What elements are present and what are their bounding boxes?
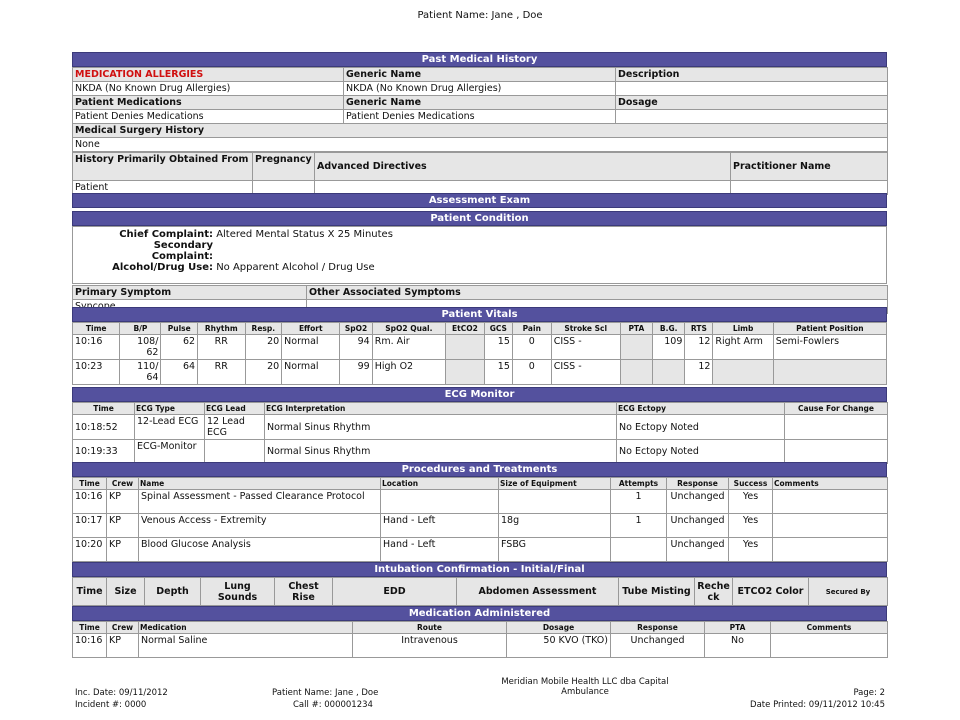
proc-col-name: Name	[139, 478, 381, 490]
vitals-cell: 12	[685, 335, 713, 360]
allergy-generic-value: NKDA (No Known Drug Allergies)	[344, 82, 616, 96]
vitals-col-rhythm: Rhythm	[198, 323, 245, 335]
proc-col-location: Location	[381, 478, 499, 490]
vitals-cell: Rm. Air	[372, 335, 445, 360]
patient-medications-header: Patient Medications	[73, 96, 344, 110]
med-cell	[771, 634, 888, 658]
ecg-cell: ECG-Monitor	[135, 440, 205, 464]
dosage-header: Dosage	[616, 96, 888, 110]
vitals-cell: 10:16	[73, 335, 120, 360]
medication-section	[72, 606, 887, 658]
proc-cell: 10:20	[73, 538, 107, 562]
history-source-value: Patient	[73, 181, 253, 195]
med-cell: No	[705, 634, 771, 658]
proc-cell: Venous Access - Extremity	[139, 514, 381, 538]
vitals-cell: RR	[198, 360, 245, 385]
med-col-comments: Comments	[771, 622, 888, 634]
vitals-cell: CISS -	[551, 335, 620, 360]
ecg-title: ECG Monitor	[72, 387, 887, 402]
ecg-cell	[785, 415, 888, 440]
meds-dosage-value	[616, 110, 888, 124]
ecg-col-time: Time	[73, 403, 135, 415]
proc-cell: KP	[107, 514, 139, 538]
proc-cell: KP	[107, 538, 139, 562]
proc-cell	[381, 490, 499, 514]
vitals-cell: 0	[512, 360, 551, 385]
proc-cell: Hand - Left	[381, 538, 499, 562]
vitals-cell: 64	[161, 360, 198, 385]
proc-col-comments: Comments	[773, 478, 888, 490]
vitals-cell: 99	[340, 360, 372, 385]
vitals-cell: 94	[340, 335, 372, 360]
footer-incident: Incident #: 0000	[75, 700, 147, 710]
footer-inc-date: Inc. Date: 09/11/2012	[75, 688, 168, 698]
vitals-col-position: Patient Position	[773, 323, 886, 335]
ecg-col-lead: ECG Lead	[205, 403, 265, 415]
proc-col-success: Success	[729, 478, 773, 490]
footer-call: Call #: 000001234	[293, 700, 373, 710]
surgery-history-header: Medical Surgery History	[73, 124, 888, 138]
vitals-cell	[773, 360, 886, 385]
history-source-header: History Primarily Obtained From	[73, 153, 253, 181]
proc-cell: Unchanged	[667, 538, 729, 562]
ecg-cell: No Ectopy Noted	[617, 440, 785, 464]
proc-cell	[611, 538, 667, 562]
vitals-col-pulse: Pulse	[161, 323, 198, 335]
vitals-cell: High O2	[372, 360, 445, 385]
chief-complaint-label: Chief Complaint:	[119, 229, 213, 240]
procedure-row	[73, 490, 888, 514]
vitals-cell: 20	[245, 360, 282, 385]
proc-col-time: Time	[73, 478, 107, 490]
ecg-table	[72, 402, 888, 464]
vitals-col-spo2-qual: SpO2 Qual.	[372, 323, 445, 335]
ecg-cell: Normal Sinus Rhythm	[265, 415, 617, 440]
intub-col-chest-rise: Chest Rise	[275, 578, 333, 606]
ecg-cell	[785, 440, 888, 464]
med-cell: Unchanged	[611, 634, 705, 658]
patient-name-header: Patient Name: Jane , Doe	[417, 10, 543, 21]
med-col-response: Response	[611, 622, 705, 634]
med-cell: Normal Saline	[139, 634, 353, 658]
vitals-table	[72, 322, 887, 385]
vitals-cell: 15	[484, 360, 512, 385]
meds-value: Patient Denies Medications	[73, 110, 344, 124]
proc-col-crew: Crew	[107, 478, 139, 490]
footer-date-printed: Date Printed: 09/11/2012 10:45	[750, 700, 885, 710]
vitals-col-stroke: Stroke Scl	[551, 323, 620, 335]
vitals-col-pta: PTA	[620, 323, 652, 335]
med-col-crew: Crew	[107, 622, 139, 634]
ecg-cell: 12-Lead ECG	[135, 415, 205, 440]
intub-col-recheck: Recheck	[695, 578, 733, 606]
vitals-row	[73, 360, 887, 385]
vitals-col-effort: Effort	[282, 323, 340, 335]
vitals-cell: RR	[198, 335, 245, 360]
med-cell: KP	[107, 634, 139, 658]
allergy-value: NKDA (No Known Drug Allergies)	[73, 82, 344, 96]
vitals-title: Patient Vitals	[72, 307, 887, 322]
past-medical-history-section	[72, 52, 887, 195]
secondary-label: Secondary	[153, 240, 213, 251]
ecg-row	[73, 440, 888, 464]
med-cell: Intravenous	[353, 634, 507, 658]
alcohol-label: Alcohol/Drug Use:	[112, 262, 213, 273]
vitals-col-rts: RTS	[685, 323, 713, 335]
vitals-col-bg: B.G.	[653, 323, 685, 335]
vitals-col-limb: Limb	[713, 323, 773, 335]
generic-name-header: Generic Name	[344, 68, 616, 82]
ecg-col-cause: Cause For Change	[785, 403, 888, 415]
vitals-col-time: Time	[73, 323, 120, 335]
procedure-row	[73, 514, 888, 538]
ecg-cell: 10:19:33	[73, 440, 135, 464]
procedure-row	[73, 538, 888, 562]
vitals-cell: Right Arm	[713, 335, 773, 360]
medication-title: Medication Administered	[72, 606, 887, 621]
patient-condition-title: Patient Condition	[72, 211, 887, 226]
patient-condition-box	[72, 226, 887, 284]
vitals-col-resp: Resp.	[245, 323, 282, 335]
vitals-cell: 110/ 64	[120, 360, 161, 385]
intub-col-lung-sounds: Lung Sounds	[201, 578, 275, 606]
proc-cell	[773, 514, 888, 538]
med-cell: 10:16	[73, 634, 107, 658]
procedures-section	[72, 462, 887, 562]
vitals-cell	[620, 335, 652, 360]
med-col-route: Route	[353, 622, 507, 634]
med-cell: 50 KVO (TKO)	[507, 634, 611, 658]
vitals-col-spo2: SpO2	[340, 323, 372, 335]
surgery-history-value: None	[73, 138, 888, 152]
meds-generic-value: Patient Denies Medications	[344, 110, 616, 124]
allergy-table	[72, 67, 888, 152]
footer-company	[470, 677, 700, 697]
proc-col-size: Size of Equipment	[499, 478, 611, 490]
proc-cell: Spinal Assessment - Passed Clearance Protocol	[139, 490, 381, 514]
ecg-row	[73, 415, 888, 440]
vitals-cell: 12	[685, 360, 713, 385]
vitals-row	[73, 335, 887, 360]
med-col-pta: PTA	[705, 622, 771, 634]
intub-col-tube-misting: Tube Misting	[619, 578, 695, 606]
medication-table	[72, 621, 888, 658]
vitals-col-bp: B/P	[120, 323, 161, 335]
footer-page: Page: 2	[853, 688, 885, 698]
ecg-col-type: ECG Type	[135, 403, 205, 415]
company-line-2: Ambulance	[561, 687, 609, 697]
vitals-cell	[713, 360, 773, 385]
intub-col-abdomen: Abdomen Assessment	[457, 578, 619, 606]
proc-cell	[499, 490, 611, 514]
intub-col-edd: EDD	[333, 578, 457, 606]
proc-cell: 18g	[499, 514, 611, 538]
meds-generic-header: Generic Name	[344, 96, 616, 110]
intub-col-time: Time	[73, 578, 107, 606]
proc-cell: KP	[107, 490, 139, 514]
vitals-col-etco2: EtCO2	[446, 323, 485, 335]
proc-cell: Blood Glucose Analysis	[139, 538, 381, 562]
ecg-col-ectopy: ECG Ectopy	[617, 403, 785, 415]
med-col-time: Time	[73, 622, 107, 634]
complaint-label: Complaint:	[151, 251, 213, 262]
vitals-cell: 10:23	[73, 360, 120, 385]
proc-cell: Yes	[729, 490, 773, 514]
intub-col-secured-by: Secured By	[809, 578, 888, 606]
company-line-1: Meridian Mobile Health LLC dba Capital	[501, 677, 669, 687]
other-symptoms-header: Other Associated Symptoms	[307, 286, 888, 300]
ecg-col-interpretation: ECG Interpretation	[265, 403, 617, 415]
ecg-cell	[205, 440, 265, 464]
vitals-col-pain: Pain	[512, 323, 551, 335]
vitals-section	[72, 307, 887, 385]
vitals-cell	[620, 360, 652, 385]
vitals-cell: Normal	[282, 360, 340, 385]
vitals-cell: 0	[512, 335, 551, 360]
vitals-cell: Semi-Fowlers	[773, 335, 886, 360]
proc-cell: Yes	[729, 538, 773, 562]
alcohol-value: No Apparent Alcohol / Drug Use	[216, 262, 375, 273]
assessment-title: Assessment Exam	[72, 193, 887, 208]
vitals-cell: 15	[484, 335, 512, 360]
ecg-cell: 12 Lead ECG	[205, 415, 265, 440]
procedures-title: Procedures and Treatments	[72, 462, 887, 477]
ecg-cell: Normal Sinus Rhythm	[265, 440, 617, 464]
proc-cell: FSBG	[499, 538, 611, 562]
allergy-description-value	[616, 82, 888, 96]
intubation-title: Intubation Confirmation - Initial/Final	[72, 562, 887, 577]
vitals-col-gcs: GCS	[484, 323, 512, 335]
med-col-medication: Medication	[139, 622, 353, 634]
proc-cell: Unchanged	[667, 490, 729, 514]
med-col-dosage: Dosage	[507, 622, 611, 634]
intubation-section	[72, 562, 887, 606]
proc-cell: 1	[611, 490, 667, 514]
vitals-cell: 109	[653, 335, 685, 360]
ecg-cell: No Ectopy Noted	[617, 415, 785, 440]
footer-patient-name: Patient Name: Jane , Doe	[272, 688, 379, 698]
proc-cell	[773, 538, 888, 562]
vitals-cell	[446, 360, 485, 385]
vitals-cell: 20	[245, 335, 282, 360]
intub-col-etco2-color: ETCO2 Color	[733, 578, 809, 606]
procedures-table	[72, 477, 888, 562]
description-header: Description	[616, 68, 888, 82]
medication-row	[73, 634, 888, 658]
proc-cell: Hand - Left	[381, 514, 499, 538]
allergy-header: MEDICATION ALLERGIES	[73, 68, 344, 82]
primary-symptom-header: Primary Symptom	[73, 286, 307, 300]
history-table	[72, 152, 888, 195]
proc-cell: 1	[611, 514, 667, 538]
proc-cell: 10:17	[73, 514, 107, 538]
proc-col-response: Response	[667, 478, 729, 490]
proc-cell: 10:16	[73, 490, 107, 514]
vitals-cell: CISS -	[551, 360, 620, 385]
vitals-cell: 62	[161, 335, 198, 360]
chief-complaint-value: Altered Mental Status X 25 Minutes	[216, 229, 393, 240]
proc-cell: Yes	[729, 514, 773, 538]
intub-col-depth: Depth	[145, 578, 201, 606]
practitioner-name-header: Practitioner Name	[731, 153, 888, 181]
intubation-table	[72, 577, 888, 606]
proc-cell	[773, 490, 888, 514]
assessment-section	[72, 193, 887, 314]
ecg-cell: 10:18:52	[73, 415, 135, 440]
ecg-section	[72, 387, 887, 464]
vitals-cell: Normal	[282, 335, 340, 360]
proc-col-attempts: Attempts	[611, 478, 667, 490]
vitals-cell	[653, 360, 685, 385]
pregnancy-header: Pregnancy	[253, 153, 315, 181]
vitals-cell: 108/ 62	[120, 335, 161, 360]
advanced-directives-header: Advanced Directives	[315, 153, 731, 181]
intub-col-size: Size	[107, 578, 145, 606]
section-title: Past Medical History	[72, 52, 887, 67]
proc-cell: Unchanged	[667, 514, 729, 538]
vitals-cell	[446, 335, 485, 360]
